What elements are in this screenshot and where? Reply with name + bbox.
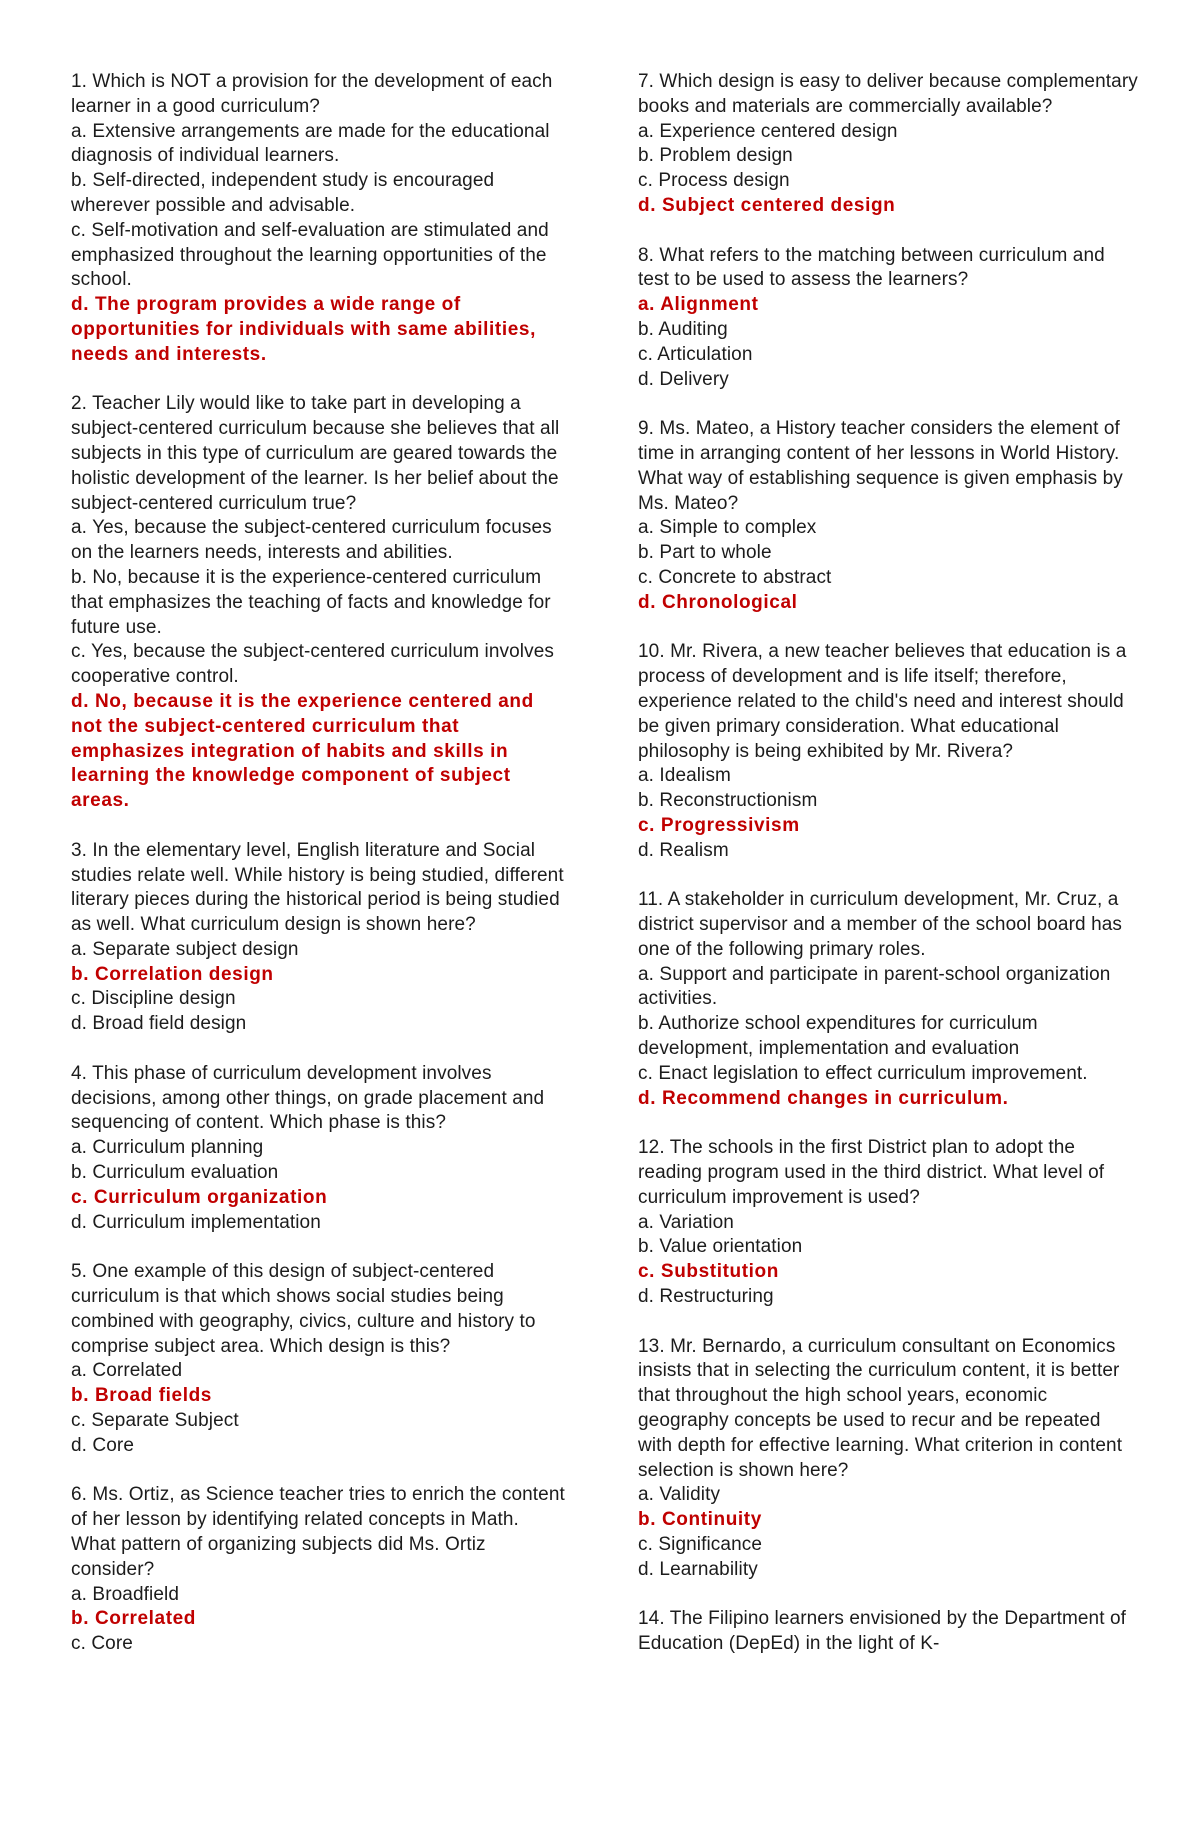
answer-option: a. Separate subject design [71, 938, 299, 960]
answer-option: b. Reconstructionism [638, 790, 818, 812]
question-text: 10. Mr. Rivera, a new teacher believes that education is a process of development and is life itself; therefore, experience related to the child's need and interest should be given primary consideration. What educational philosophy is being exhibited by Mr. Rivera? [638, 641, 1127, 762]
question-item [71, 70, 569, 368]
answer-option: a. Curriculum planning [71, 1137, 264, 1159]
answer-option: d. Learnability [638, 1558, 758, 1580]
answer-option: a. Variation [638, 1211, 734, 1233]
answer-option: d. Curriculum implementation [71, 1211, 321, 1233]
answer-option: a. Extensive arrangements are made for the educational diagnosis of individual learners. [71, 120, 550, 167]
answer-option: a. Experience centered design [638, 120, 898, 142]
question-item [71, 1260, 569, 1458]
question-text: 8. What refers to the matching between curriculum and test to be used to assess the learners? [638, 244, 1105, 291]
question-item [638, 1335, 1138, 1583]
correct-answer-option: c. Substitution [638, 1261, 779, 1283]
correct-answer-option: d. No, because it is the experience centered and not the subject-centered curriculum that emphasizes integration of habits and skills in learning the knowledge component of subject areas. [71, 690, 534, 812]
answer-option: c. Process design [638, 170, 790, 192]
answer-option: b. Auditing [638, 318, 728, 340]
answer-option: a. Yes, because the subject-centered curriculum focuses on the learners needs, interests and abilities. [71, 517, 552, 564]
question-item [638, 244, 1138, 393]
question-text: 7. Which design is easy to deliver because complementary books and materials are commercially available? [638, 71, 1138, 117]
answer-option: b. Curriculum evaluation [71, 1162, 279, 1184]
question-text: 6. Ms. Ortiz, as Science teacher tries to enrich the content of her lesson by identifying related concepts in Math. What pattern of organizing subjects did Ms. Ortiz consider? [71, 1484, 565, 1580]
question-item [71, 1062, 569, 1236]
answer-option: b. No, because it is the experience-centered curriculum that emphasizes the teaching of facts and knowledge for future use. [71, 566, 551, 638]
answer-option: c. Yes, because the subject-centered curriculum involves cooperative control. [71, 641, 554, 688]
correct-answer-option: b. Broad fields [71, 1385, 212, 1407]
correct-answer-option: d. Subject centered design [638, 194, 896, 216]
answer-option: d. Broad field design [71, 1013, 247, 1035]
answer-option: c. Separate Subject [71, 1410, 239, 1432]
question-text: 1. Which is NOT a provision for the development of each learner in a good curriculum? [71, 71, 553, 117]
answer-option: b. Value orientation [638, 1236, 803, 1258]
answer-option: a. Simple to complex [638, 517, 817, 539]
question-item [638, 888, 1138, 1111]
correct-answer-option: b. Continuity [638, 1509, 762, 1531]
question-text: 5. One example of this design of subject-centered curriculum is that which shows social studies being combined with geography, civics, culture and history to comprise subject area. Which design is this? [71, 1261, 536, 1357]
answer-option: c. Enact legislation to effect curriculum improvement. [638, 1062, 1088, 1084]
question-item [638, 640, 1138, 863]
correct-answer-option: c. Curriculum organization [71, 1186, 328, 1208]
answer-option: c. Self-motivation and self-evaluation are stimulated and emphasized throughout the learning opportunities of the school. [71, 219, 549, 291]
question-item [638, 1607, 1138, 1657]
answer-option: a. Broadfield [71, 1583, 179, 1605]
question-text: 13. Mr. Bernardo, a curriculum consultant on Economics insists that in selecting the curriculum content, it is better that throughout the high school years, economic geography concepts be used to recur and be repeated with depth for effective learning. What criterion in content selection is shown here? [638, 1335, 1123, 1481]
answer-option: d. Core [71, 1434, 135, 1456]
answer-option: a. Idealism [638, 765, 731, 787]
question-item [638, 417, 1138, 615]
question-text: 2. Teacher Lily would like to take part in developing a subject-centered curriculum because she believes that all subjects in this type of curriculum are geared towards the holistic development of the learner. Is her belief about the subject-centered curriculum true? [71, 393, 560, 514]
answer-option: b. Problem design [638, 145, 793, 167]
answer-option: b. Part to whole [638, 542, 772, 564]
correct-answer-option: b. Correlated [71, 1608, 196, 1630]
answer-option: c. Discipline design [71, 988, 236, 1010]
answer-option: a. Correlated [71, 1360, 183, 1382]
answer-option: b. Authorize school expenditures for curriculum development, implementation and evaluation [638, 1013, 1038, 1060]
answer-option: a. Validity [638, 1484, 721, 1506]
answer-option: d. Realism [638, 839, 729, 861]
question-text: 14. The Filipino learners envisioned by the Department of Education (DepEd) in the light of K- [638, 1608, 1127, 1655]
question-item [638, 70, 1138, 219]
answer-option: d. Delivery [638, 368, 729, 390]
correct-answer-option: d. The program provides a wide range of opportunities for individuals with same abilities, needs and interests. [71, 294, 536, 365]
correct-answer-option: b. Correlation design [71, 963, 274, 985]
correct-answer-option: d. Chronological [638, 591, 798, 613]
question-text: 4. This phase of curriculum development involves decisions, among other things, on grade placement and sequencing of content. Which phase is this? [71, 1062, 545, 1134]
correct-answer-option: c. Progressivism [638, 814, 800, 836]
answer-option: c. Core [71, 1633, 133, 1655]
answer-option: b. Self-directed, independent study is encouraged wherever possible and advisable. [71, 170, 495, 216]
answer-option: a. Support and participate in parent-school organization activities. [638, 963, 1111, 1010]
left-column [71, 70, 569, 1682]
correct-answer-option: d. Recommend changes in curriculum. [638, 1087, 1009, 1109]
answer-option: c. Significance [638, 1534, 763, 1556]
question-item [71, 392, 569, 814]
answer-option: c. Concrete to abstract [638, 566, 832, 588]
question-text: 12. The schools in the first District plan to adopt the reading program used in the third district. What level of curriculum improvement is used? [638, 1137, 1105, 1208]
question-text: 11. A stakeholder in curriculum development, Mr. Cruz, a district supervisor and a member of the school board has one of the following primary roles. [638, 889, 1123, 960]
right-column [638, 70, 1138, 1682]
question-text: 3. In the elementary level, English literature and Social studies relate well. While history is being studied, different literary pieces during the historical period is being studied as well. What curriculum design is shown here? [71, 839, 564, 936]
answer-option: c. Articulation [638, 343, 753, 365]
question-text: 9. Ms. Mateo, a History teacher considers the element of time in arranging content of her lessons in World History. What way of establishing sequence is given emphasis by Ms. Mateo? [638, 418, 1123, 514]
correct-answer-option: a. Alignment [638, 294, 759, 316]
question-item [71, 1483, 569, 1657]
answer-option: d. Restructuring [638, 1286, 774, 1308]
question-item [638, 1136, 1138, 1310]
question-item [71, 839, 569, 1037]
